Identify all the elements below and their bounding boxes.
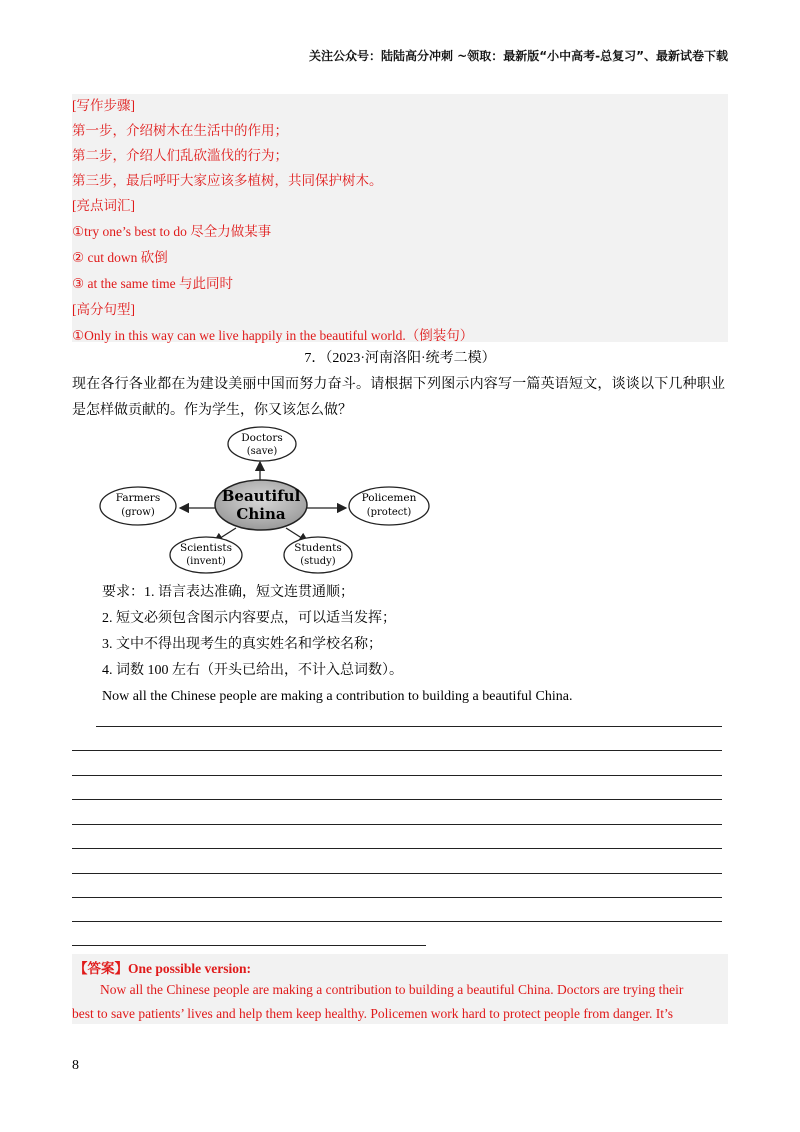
svg-text:(study): (study) [300,556,336,567]
requirement-1: 要求：1. 语言表达准确，短文连贯通顺； [102,585,354,600]
vocab-1: ①try one’s best to do 尽全力做某事 [72,224,272,239]
question-prompt-line1: 现在各行各业都在为建设美丽中国而努力奋斗。请根据下列图示内容写一篇英语短文，谈谈以下几种职业 [72,377,726,392]
vocab-2: ② cut down 砍倒 [72,250,168,265]
answer-version: One possible version: [128,961,252,976]
writing-line [72,799,722,800]
diagram-node-scientists [170,537,242,573]
requirement-4: 4. 词数 100 左右（开头已给出，不计入总词数）。 [102,663,403,678]
svg-text:Policemen: Policemen [361,492,417,504]
opening-sentence: Now all the Chinese people are making a contribution to building a beautiful China. [102,689,573,704]
writing-line [72,897,722,898]
answer-line2: best to save patients’ lives and help them keep healthy. Policemen work hard to protect people from danger. It’s [72,1006,673,1021]
svg-text:Doctors: Doctors [241,432,283,444]
writing-tips-box [72,94,728,342]
step-1: 第一步，介绍树木在生活中的作用； [72,123,288,138]
requirement-2: 2. 短文必须包含图示内容要点，可以适当发挥； [102,611,396,626]
writing-steps-title: [写作步骤] [72,98,135,113]
writing-line [72,824,722,825]
writing-line [72,945,426,946]
writing-line [72,750,722,751]
svg-text:(grow): (grow) [121,507,155,518]
answer-line1: Now all the Chinese people are making a contribution to building a beautiful China. Doctors are trying their [100,982,684,997]
question-number-source: 7．（2023·河南洛阳·统考二模） [304,351,496,366]
writing-line [72,775,722,776]
diagram-node-farmers [100,487,176,525]
writing-line [96,726,722,727]
svg-text:Scientists: Scientists [180,542,232,554]
page-number: 8 [72,1058,79,1073]
svg-text:(protect): (protect) [366,507,412,518]
vocab-title: [亮点词汇] [72,198,135,213]
answer-box [72,954,728,1024]
diagram-node-doctors [228,427,296,461]
sentence-1: ①Only in this way can we live happily in the beautiful world.（倒装句） [72,328,474,343]
question-prompt-line2: 是怎样做贡献的。作为学生，你又该怎么做？ [72,403,352,418]
diagram-node-policemen [349,487,429,525]
svg-text:(save): (save) [246,446,278,457]
svg-text:Farmers: Farmers [115,492,161,504]
beautiful-china-diagram [96,424,436,576]
sentence-title: [高分句型] [72,302,135,317]
diagram-center-node [215,480,307,530]
answer-label: 【答案】 [74,961,128,976]
center-label-line2: China [236,505,286,523]
writing-line [72,921,722,922]
step-2: 第二步，介绍人们乱砍滥伐的行为； [72,148,288,163]
vocab-3: ③ at the same time 与此同时 [72,276,233,291]
center-label-line1: Beautiful [221,487,301,505]
writing-line [72,848,722,849]
svg-text:(invent): (invent) [186,556,226,567]
requirement-3: 3. 文中不得出现考生的真实姓名和学校名称； [102,637,382,652]
page-header: 关注公众号：陆陆高分冲刺 ~领取：最新版“小中高考-总复习”、最新试卷下载 [309,49,728,63]
step-3: 第三步，最后呼吁大家应该多植树，共同保护树木。 [72,173,383,188]
svg-text:Students: Students [294,542,342,554]
writing-line [72,873,722,874]
diagram-node-students [284,537,352,573]
